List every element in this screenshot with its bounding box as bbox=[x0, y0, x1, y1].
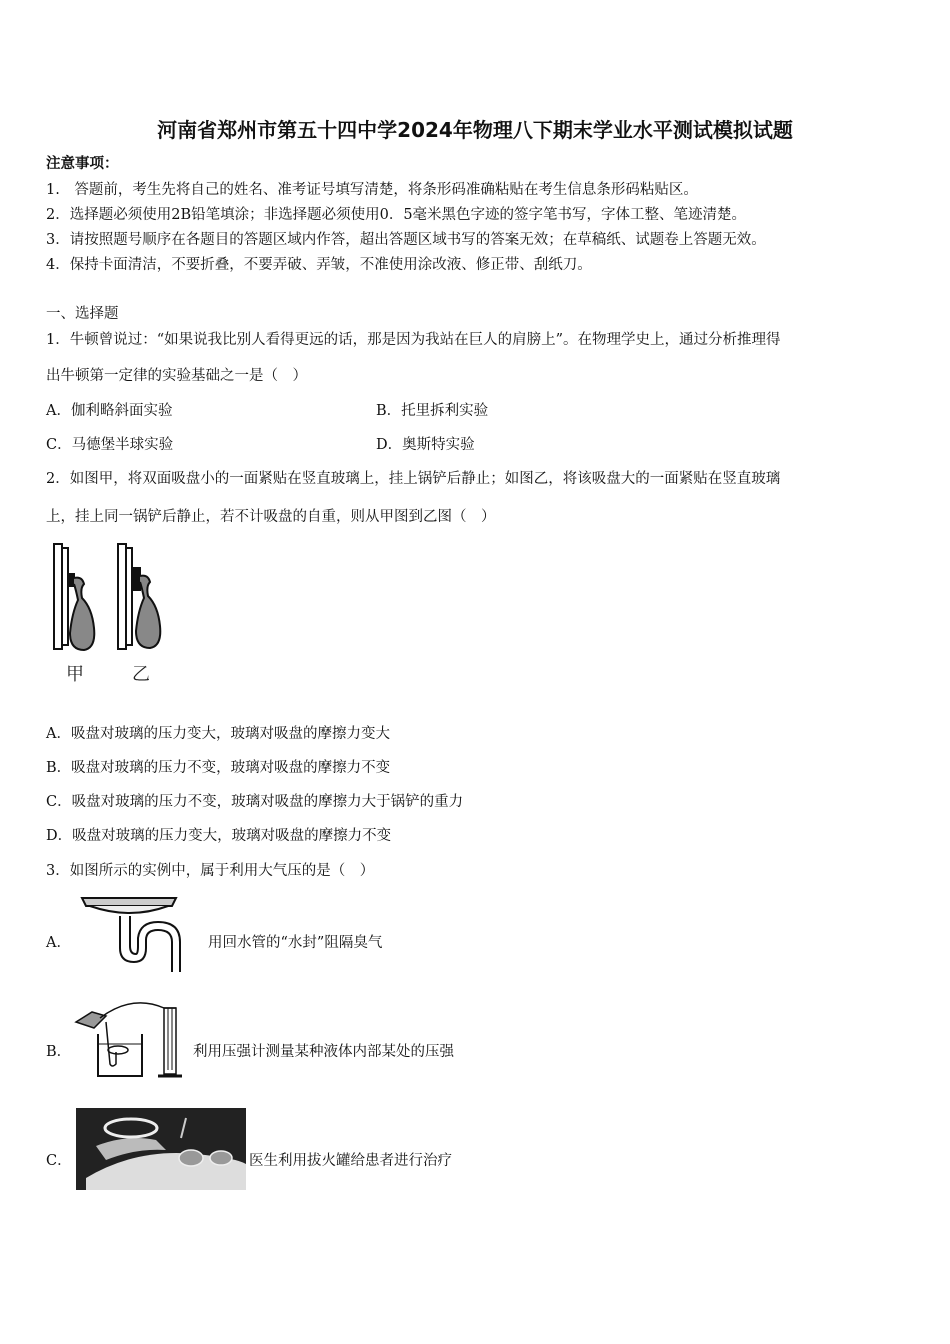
figure-yi bbox=[118, 544, 160, 649]
notice-item: 3．请按照题号顺序在各题目的答题区域内作答，超出答题区域书写的答案无效；在草稿纸、试题卷上答题无效。 bbox=[46, 232, 766, 248]
q1-stem: 1．牛顿曾说过：“如果说我比别人看得更远的话，那是因为我站在巨人的肩膀上”。在物理学史上，通过分析推理得 bbox=[46, 332, 781, 348]
fig-label-yi: 乙 bbox=[132, 664, 150, 685]
section-heading: 一、选择题 bbox=[46, 306, 119, 322]
notice-item: 2．选择题必须使用2B铅笔填涂；非选择题必须使用0．5毫米黑色字迹的签字笔书写，字体工整、笔迹清楚。 bbox=[46, 207, 747, 223]
q1-option-d: D．奥斯特实验 bbox=[376, 437, 475, 453]
figure-jia bbox=[54, 544, 94, 650]
q3-option-c-text: 医生利用拔火罐给患者进行治疗 bbox=[249, 1153, 452, 1169]
q3-option-b-letter: B． bbox=[46, 1044, 72, 1060]
q3-stem: 3．如图所示的实例中，属于利用大气压的是（ ） bbox=[46, 863, 375, 879]
q3-option-c-letter: C． bbox=[46, 1153, 72, 1169]
q2-stem-cont: 上，挂上同一锅铲后静止，若不计吸盘的自重，则从甲图到乙图（ ） bbox=[46, 509, 496, 525]
q1-stem-cont: 出牛顿第一定律的实验基础之一是（ ） bbox=[46, 368, 307, 384]
notice-item: 4．保持卡面清洁，不要折叠，不要弄破、弄皱，不准使用涂改液、修正带、刮纸刀。 bbox=[46, 257, 592, 273]
q3-option-a-letter: A． bbox=[46, 935, 71, 951]
q2-option-d: D．吸盘对玻璃的压力变大，玻璃对吸盘的摩擦力不变 bbox=[46, 828, 392, 844]
fig-label-jia: 甲 bbox=[66, 664, 84, 685]
notice-item: 1. 答题前，考生先将自己的姓名、准考证号填写清楚，将条形码准确粘贴在考生信息条形码粘贴区。 bbox=[46, 182, 698, 198]
q3-option-b-text: 利用压强计测量某种液体内部某处的压强 bbox=[193, 1044, 454, 1060]
page-title: 河南省郑州市第五十四中学2024年物理八下期末学业水平测试模拟试题 bbox=[157, 118, 793, 142]
notice-heading: 注意事项： bbox=[46, 155, 119, 172]
q2-option-b: B．吸盘对玻璃的压力不变，玻璃对吸盘的摩擦力不变 bbox=[46, 760, 391, 776]
q2-option-a: A．吸盘对玻璃的压力变大，玻璃对吸盘的摩擦力变大 bbox=[46, 726, 390, 742]
pressure-gauge-image bbox=[72, 1000, 192, 1082]
q2-figure bbox=[48, 538, 178, 688]
q2-stem: 2．如图甲，将双面吸盘小的一面紧贴在竖直玻璃上，挂上锅铲后静止；如图乙，将该吸盘大的一面紧贴在竖直玻璃 bbox=[46, 471, 781, 487]
q1-option-c: C．马德堡半球实验 bbox=[46, 437, 174, 453]
q1-option-a: A．伽利略斜面实验 bbox=[46, 403, 173, 419]
q1-option-b: B．托里拆利实验 bbox=[376, 403, 489, 419]
q3-option-a-text: 用回水管的“水封”阻隔臭气 bbox=[208, 935, 383, 951]
cupping-therapy-image bbox=[76, 1108, 246, 1190]
sink-trap-image bbox=[80, 892, 195, 976]
q2-option-c: C．吸盘对玻璃的压力不变，玻璃对吸盘的摩擦力大于锅铲的重力 bbox=[46, 794, 464, 810]
